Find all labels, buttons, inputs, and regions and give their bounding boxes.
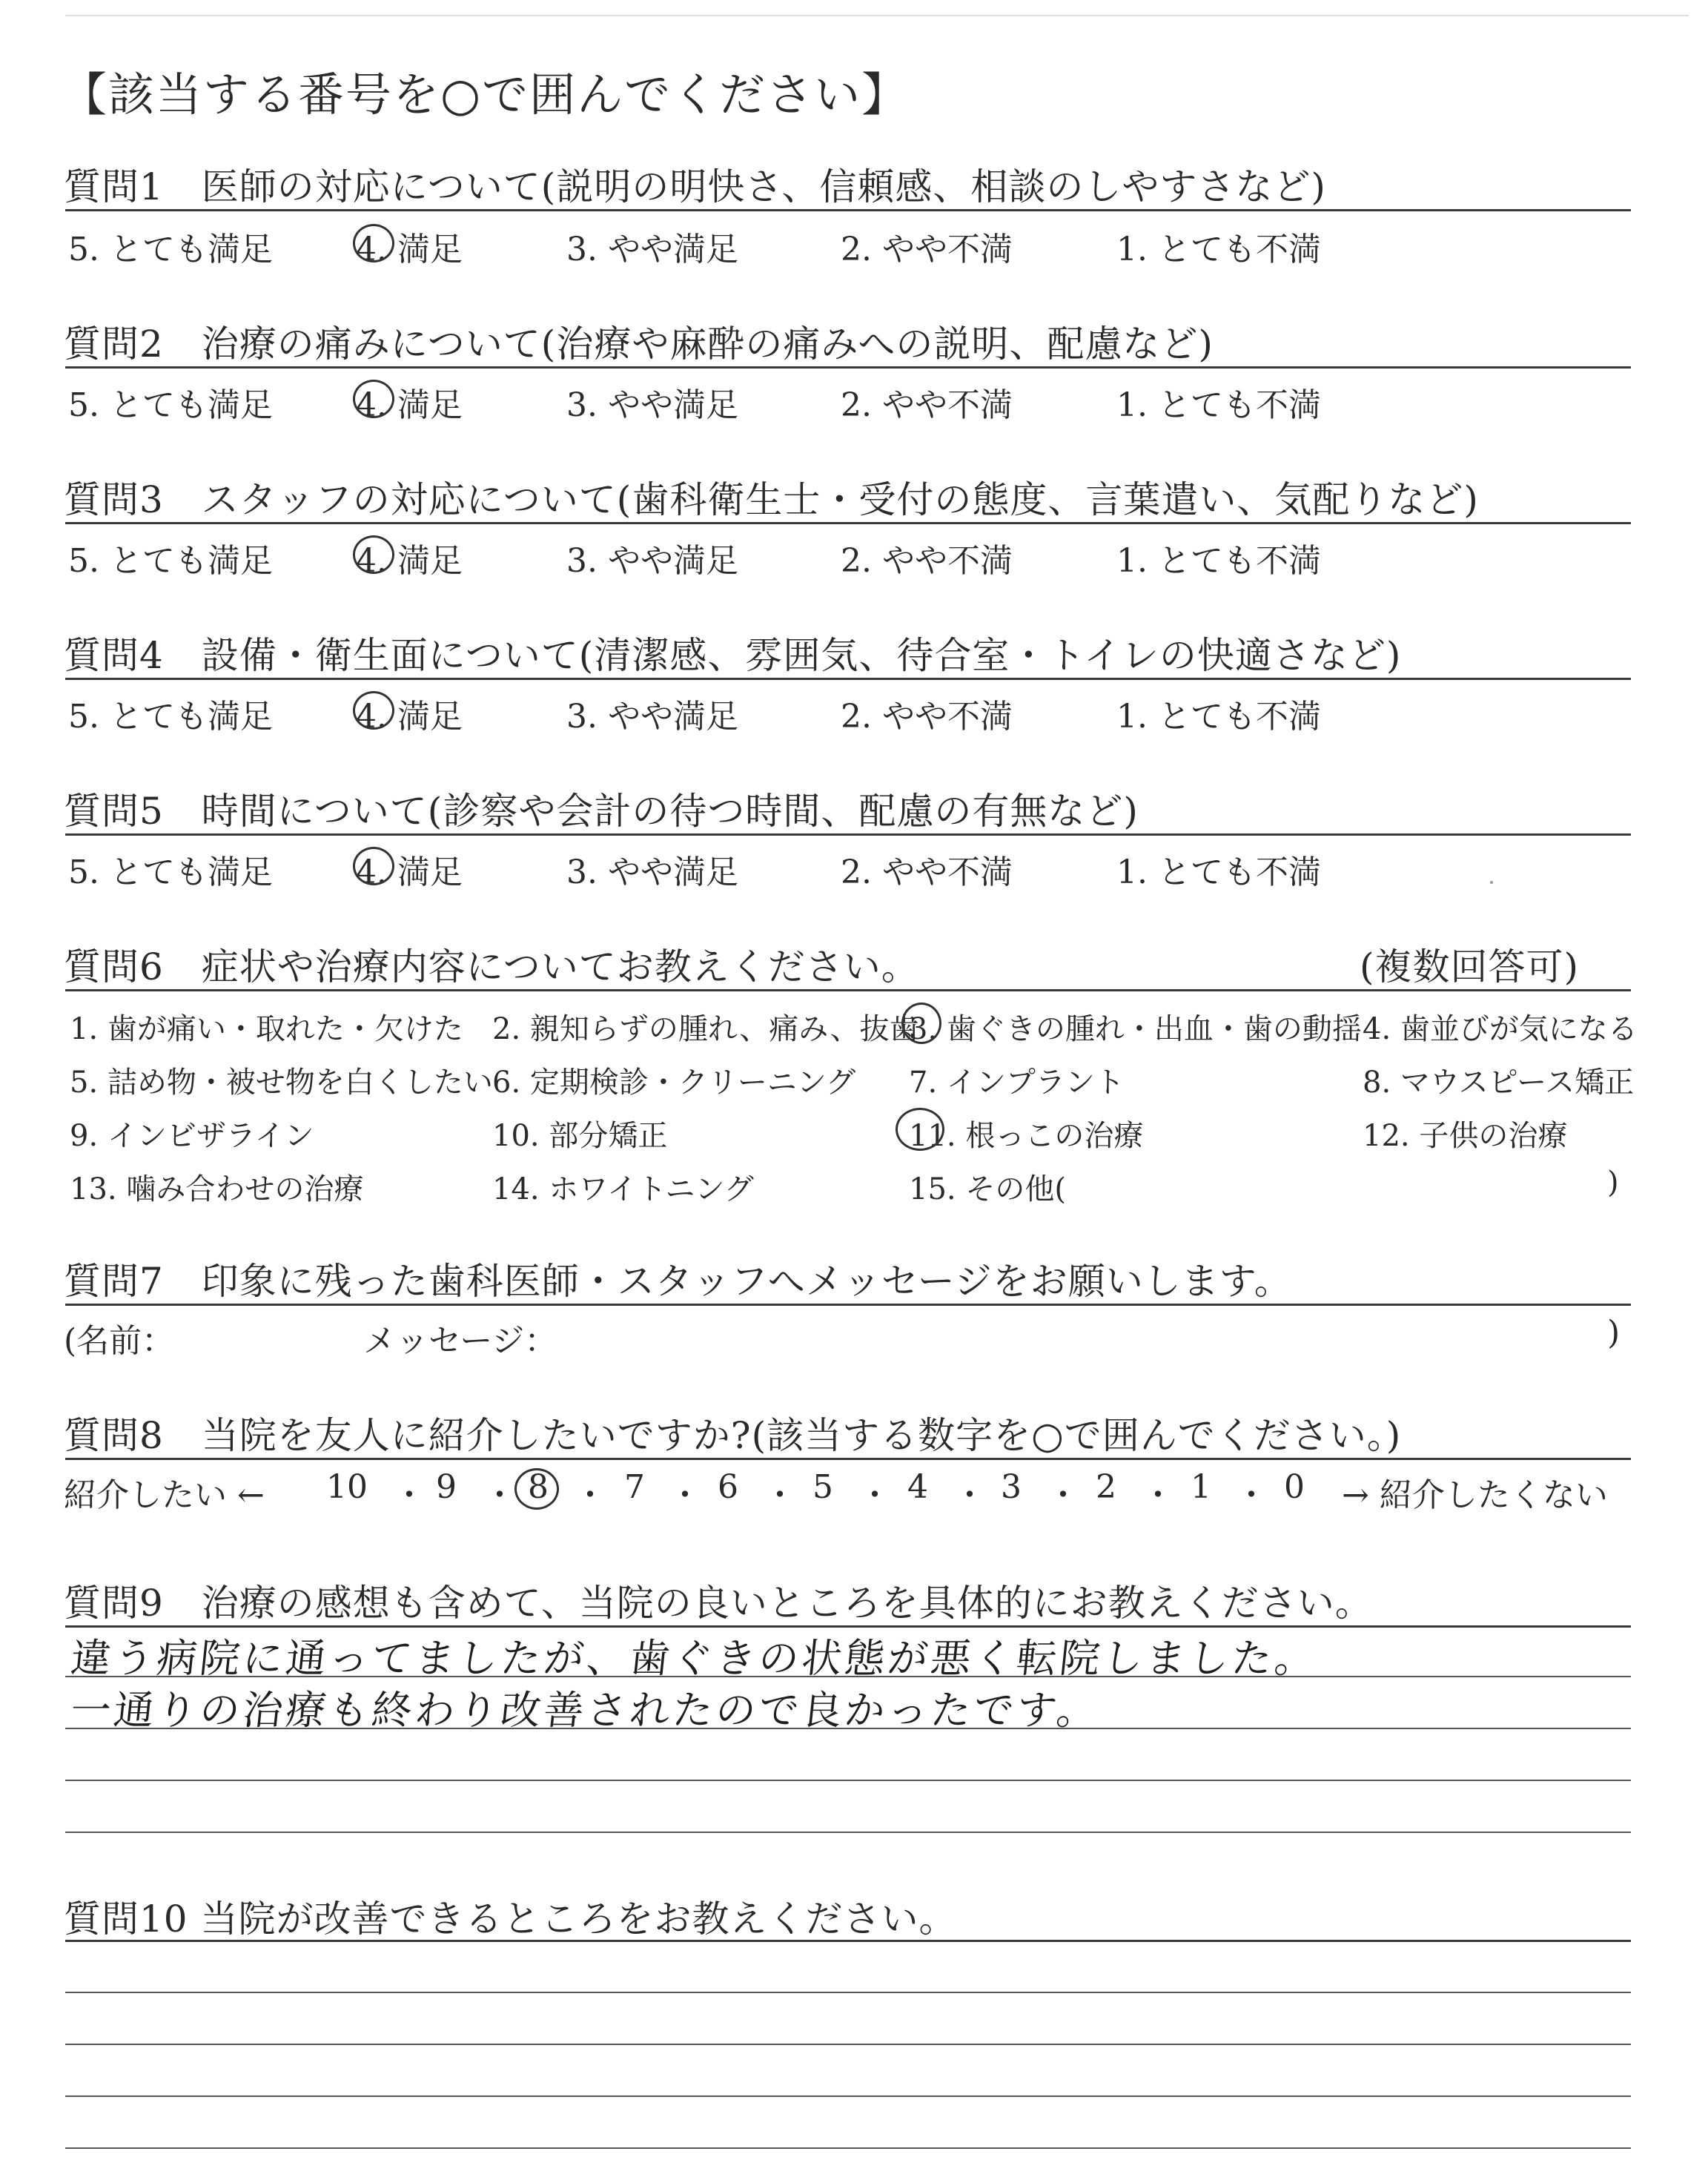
question-7-title: 質問7 印象に残った歯科医師・スタッフへメッセージをお願いします。 (64, 1260, 1292, 1303)
scale-separator: ・ (574, 1476, 606, 1514)
question-5-title: 質問5 時間について(診察や会計の待つ時間、配慮の有無など) (64, 790, 1139, 833)
scale-9[interactable]: 9 (436, 1468, 457, 1506)
selection-circle (901, 1003, 941, 1044)
symptom-option-9[interactable]: 9. インビザライン (70, 1119, 314, 1153)
scale-5[interactable]: 5 (812, 1468, 833, 1506)
scale-separator: ・ (953, 1476, 986, 1514)
selection-circle (896, 1108, 944, 1151)
option-5[interactable]: 5. とても満足 (68, 698, 273, 736)
option-1[interactable]: 1. とても不満 (1116, 542, 1321, 580)
question-10-title: 質問10 当院が改善できるところをお教えください。 (64, 1898, 957, 1941)
question-9-title: 質問9 治療の感想も含めて、当院の良いところを具体的にお教えください。 (64, 1582, 1373, 1625)
scale-7[interactable]: 7 (624, 1468, 645, 1506)
option-3[interactable]: 3. やや満足 (566, 231, 738, 268)
option-1[interactable]: 1. とても不満 (1116, 386, 1321, 424)
question-4-rule (65, 678, 1631, 680)
question-3-rule (65, 522, 1631, 524)
option-4[interactable]: 4. 満足 (356, 386, 463, 424)
answer-line (65, 1728, 1631, 1729)
question-7-rule (65, 1304, 1631, 1306)
answer-line (65, 1780, 1631, 1781)
question-8-title: 質問8 当院を友人に紹介したいですか?(該当する数字を○で囲んでください。) (64, 1414, 1402, 1457)
other-close-paren: ) (1607, 1166, 1619, 1200)
question-6-rule (65, 989, 1631, 991)
symptom-option-11[interactable]: 11. 根っこの治療 (909, 1119, 1144, 1153)
message-close-paren: ) (1607, 1314, 1621, 1352)
option-1[interactable]: 1. とても不満 (1116, 853, 1321, 891)
symptom-option-1[interactable]: 1. 歯が痛い・取れた・欠けた (70, 1012, 463, 1046)
symptom-option-10[interactable]: 10. 部分矯正 (492, 1119, 668, 1153)
symptom-option-14[interactable]: 14. ホワイトニング (492, 1172, 754, 1206)
option-1[interactable]: 1. とても不満 (1116, 698, 1321, 736)
option-3[interactable]: 3. やや満足 (566, 698, 738, 736)
selection-circle (514, 1468, 559, 1510)
handwritten-answer-line-2: 一通りの治療も終わり改善されたので良かったです。 (68, 1687, 1102, 1734)
answer-line (65, 2095, 1631, 2097)
option-3[interactable]: 3. やや満足 (566, 542, 738, 580)
option-5[interactable]: 5. とても満足 (68, 231, 273, 268)
option-2[interactable]: 2. やや不満 (841, 853, 1013, 891)
option-4[interactable]: 4. 満足 (356, 542, 463, 580)
option-2[interactable]: 2. やや不満 (841, 542, 1013, 580)
option-3[interactable]: 3. やや満足 (566, 853, 738, 891)
answer-line (65, 2044, 1631, 2045)
answer-line (65, 1992, 1631, 1993)
symptom-option-12[interactable]: 12. 子供の治療 (1363, 1119, 1568, 1153)
recommend-left-label: 紹介したい ← (64, 1476, 265, 1514)
answer-line (65, 2147, 1631, 2149)
symptom-option-7[interactable]: 7. インプラント (909, 1066, 1125, 1100)
symptom-option-13[interactable]: 13. 噛み合わせの治療 (70, 1172, 364, 1206)
scale-separator: ・ (1047, 1476, 1079, 1514)
option-3[interactable]: 3. やや満足 (566, 386, 738, 424)
scale-10[interactable]: 10 (326, 1468, 368, 1506)
question-2-rule (65, 366, 1631, 369)
message-label: メッセージ： (363, 1322, 557, 1360)
symptom-option-6[interactable]: 6. 定期検診・クリーニング (492, 1066, 856, 1100)
scale-1[interactable]: 1 (1191, 1468, 1211, 1506)
handwritten-answer-line-1: 違う病院に通ってましたが、歯ぐきの状態が悪く転院しました。 (68, 1635, 1320, 1682)
symptom-option-4[interactable]: 4. 歯並びが気になる (1363, 1012, 1638, 1046)
question-8-rule (65, 1458, 1631, 1460)
scale-separator: ・ (669, 1476, 701, 1514)
answer-line (65, 1676, 1631, 1677)
option-5[interactable]: 5. とても満足 (68, 386, 273, 424)
scale-separator: ・ (1142, 1476, 1174, 1514)
option-2[interactable]: 2. やや不満 (841, 231, 1013, 268)
name-label: (名前： (64, 1322, 175, 1360)
selection-circle (353, 691, 394, 730)
option-4[interactable]: 4. 満足 (356, 853, 463, 891)
scale-separator: ・ (858, 1476, 891, 1514)
selection-circle (353, 847, 394, 885)
option-1[interactable]: 1. とても不満 (1116, 231, 1321, 268)
symptom-option-8[interactable]: 8. マウスピース矯正 (1363, 1066, 1635, 1100)
symptom-option-5[interactable]: 5. 詰め物・被せ物を白くしたい (70, 1066, 493, 1100)
scan-speck (1490, 881, 1493, 884)
symptom-option-15[interactable]: 15. その他( (909, 1172, 1066, 1206)
question-4-title: 質問4 設備・衛生面について(清潔感、雰囲気、待合室・トイレの快適さなど) (64, 634, 1402, 677)
option-4[interactable]: 4. 満足 (356, 231, 463, 268)
instruction-header: 【該当する番号を○で囲んでください】 (61, 67, 910, 122)
scale-separator: ・ (764, 1476, 796, 1514)
symptom-option-2[interactable]: 2. 親知らずの腫れ、痛み、抜歯 (492, 1012, 919, 1046)
question-1-title: 質問1 医師の対応について(説明の明快さ、信頼感、相談のしやすさなど) (64, 165, 1326, 208)
question-6-title: 質問6 症状や治療内容についてお教えください。 (64, 945, 919, 988)
question-5-rule (65, 833, 1631, 836)
scale-4[interactable]: 4 (907, 1468, 928, 1506)
option-5[interactable]: 5. とても満足 (68, 853, 273, 891)
question-1-rule (65, 209, 1631, 211)
option-2[interactable]: 2. やや不満 (841, 698, 1013, 736)
scale-separator: ・ (393, 1476, 426, 1514)
selection-circle (353, 224, 394, 262)
option-4[interactable]: 4. 満足 (356, 698, 463, 736)
option-5[interactable]: 5. とても満足 (68, 542, 273, 580)
question-6-note: (複数回答可) (1360, 945, 1580, 988)
recommend-right-label: → 紹介したくない (1342, 1476, 1608, 1514)
question-10-rule (65, 1940, 1631, 1942)
option-2[interactable]: 2. やや不満 (841, 386, 1013, 424)
scale-2[interactable]: 2 (1096, 1468, 1116, 1506)
selection-circle (353, 535, 394, 574)
scale-separator: ・ (1235, 1476, 1268, 1514)
question-2-title: 質問2 治療の痛みについて(治療や麻酔の痛みへの説明、配慮など) (64, 323, 1214, 366)
scale-0[interactable]: 0 (1284, 1468, 1305, 1506)
scale-6[interactable]: 6 (718, 1468, 738, 1506)
symptom-option-3[interactable]: 3. 歯ぐきの腫れ・出血・歯の動揺 (909, 1012, 1362, 1046)
answer-line (65, 1832, 1631, 1833)
scale-separator: ・ (483, 1476, 516, 1514)
question-3-title: 質問3 スタッフの対応について(歯科衛生士・受付の態度、言葉遣い、気配りなど) (64, 478, 1479, 521)
scale-3[interactable]: 3 (1001, 1468, 1022, 1506)
page-top-border (65, 15, 1689, 16)
selection-circle (353, 380, 394, 418)
scale-8[interactable]: 8 (528, 1468, 549, 1506)
